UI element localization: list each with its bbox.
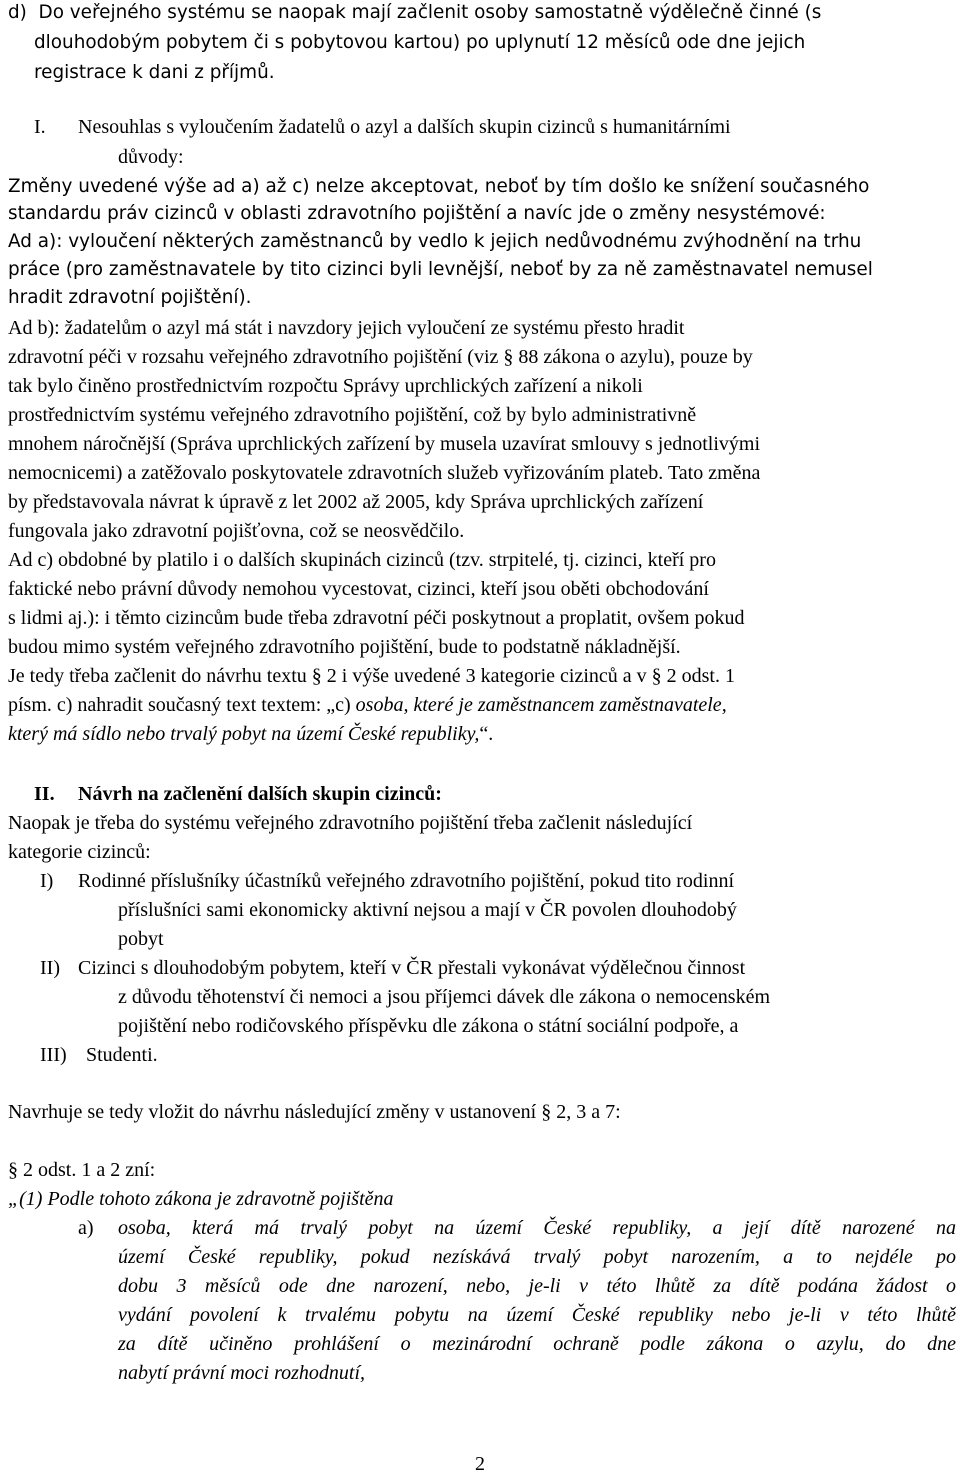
amendment-item-a-label: a) [78,1217,94,1239]
list-item-number: III) [40,1044,67,1066]
list-item-number: I) [40,870,54,892]
section-1-final-line-plain: “. [479,723,494,745]
section-1-body-line: standardu práv cizinců v oblasti zdravotního pojištění a navíc jde o změny nesystémové: [8,203,826,224]
section-2-intro-line: Naopak je třeba do systému veřejného zdravotního pojištění třeba začlenit následující [8,812,693,834]
section-1-body-line: Ad b): žadatelům o azyl má stát i navzdory jejich vyloučení ze systému přesto hradit [8,317,685,339]
section-1-body-line: s lidmi aj.): i těmto cizincům bude třeba zdravotní péči poskytnout a proplatit, ovšem pokud [8,607,745,629]
list-item-number: II) [40,957,60,979]
section-1-final-line-italic: který má sídlo nebo trvalý pobyt na území České republiky, [8,723,480,745]
section-1-heading-line-1: Nesouhlas s vyloučením žadatelů o azyl a dalších skupin cizinců s humanitárními [78,116,731,138]
amendment-item-a-line: nabytí právní moci rozhodnutí, [118,1362,366,1384]
amendment-quote-line: „(1) Podle tohoto zákona je zdravotně pojištěna [8,1188,394,1210]
section-1-body-line: Ad a): vyloučení některých zaměstnanců by vedlo k jejich nedůvodnému zvýhodnění na trhu [8,231,862,252]
section-1-body-line: budou mimo systém veřejného zdravotního pojištění, bude to podstatně nákladnější. [8,636,681,658]
section-1-last-line-italic: osoba, které je zaměstnancem zaměstnavatele, [355,694,727,716]
section-1-last-line [8,693,727,717]
list-item-line: Cizinci s dlouhodobým pobytem, kteří v ČR přestali vykonávat výdělečnou činnost [78,957,746,979]
list-item-line: z důvodu těhotenství či nemoci a jsou příjemci dávek dle zákona o nemocenském [118,986,771,1008]
section-1-body-line: Změny uvedené výše ad a) až c) nelze akceptovat, neboť by tím došlo ke snížení současného [8,176,870,197]
proposal-line: Navrhuje se tedy vložit do návrhu následující změny v ustanovení § 2, 3 a 7: [8,1101,621,1123]
list-item-line: pobyt [118,928,164,950]
section-1-body-line: nemocnicemi) a zatěžovalo poskytovatele zdravotních služeb vyřizováním plateb. Tato změna [8,462,761,484]
section-1-body-line: faktické nebo právní důvody nemohou vycestovat, cizinci, kteří jsou oběti obchodování [8,578,709,600]
section-1-final-line [8,722,493,746]
page-number: 2 [475,1453,485,1475]
item-d-line-1: d) Do veřejného systému se naopak mají začlenit osoby samostatně výdělečně činné (s [8,2,822,23]
amendment-item-a-line: za dítě učiněno prohlášení o mezinárodní ochraně podle zákona o azylu, do dne [118,1333,956,1355]
section-1-body-line: práce (pro zaměstnavatele by tito cizinci byli levnější, neboť by za ně zaměstnavatel nemusel [8,259,873,280]
section-2-intro-line: kategorie cizinců: [8,841,151,863]
section-1-body-line: hradit zdravotní pojištění). [8,287,252,308]
item-d-line-2: dlouhodobým pobytem či s pobytovou kartou) po uplynutí 12 měsíců ode dne jejich [34,32,806,53]
section-1-body-line: by představovala návrat k úpravě z let 2002 až 2005, kdy Správa uprchlických zařízení [8,491,704,513]
amendment-heading: § 2 odst. 1 a 2 zní: [8,1159,156,1181]
section-1-body-line: Ad c) obdobné by platilo i o dalších skupinách cizinců (tzv. strpitelé, tj. cizinci, kteří pro [8,549,716,571]
amendment-item-a-line: vydání povolení k trvalému pobytu na území České republiky nebo je-li v této lhůtě [118,1304,956,1326]
section-2-number: II. [34,783,55,805]
list-item-line: Studenti. [86,1044,158,1066]
amendment-item-a-line: dobu 3 měsíců ode dne narození, nebo, je-li v této lhůtě za dítě podána žádost o [118,1275,956,1297]
list-item-line: Rodinné příslušníky účastníků veřejného zdravotního pojištění, pokud tito rodinní [78,870,735,892]
section-1-body-line: tak bylo činěno prostřednictvím rozpočtu Správy uprchlických zařízení a nikoli [8,375,643,397]
section-1-body-line: zdravotní péči v rozsahu veřejného zdravotního pojištění (viz § 88 zákona o azylu), pouze by [8,346,753,368]
section-1-body-line: prostřednictvím systému veřejného zdravotního pojištění, což by bylo administrativně [8,404,697,426]
list-item-line: pojištění nebo rodičovského příspěvku dle zákona o státní sociální podpoře, a [118,1015,739,1037]
section-1-heading-line-2: důvody: [118,146,184,168]
amendment-item-a-line: osoba, která má trvalý pobyt na území České republiky, a její dítě narozené na [118,1217,956,1239]
section-1-body-line: fungovala jako zdravotní pojišťovna, což se neosvědčilo. [8,520,465,542]
section-1-last-line-plain: písm. c) nahradit současný text textem: „c) [8,694,356,716]
list-item-line: příslušníci sami ekonomicky aktivní nejsou a mají v ČR povolen dlouhodobý [118,899,737,921]
section-2-heading: Návrh na začlenění dalších skupin cizinců: [78,783,442,805]
item-d-line-3: registrace k dani z příjmů. [34,62,275,83]
amendment-item-a-line: území České republiky, pokud nezískává trvalý pobyt narozením, a to nejdéle po [118,1246,956,1268]
section-1-body-line: mnohem náročnější (Správa uprchlických zařízení by musela uzavírat smlouvy s jednotlivými [8,433,761,455]
section-1-number: I. [34,116,46,138]
section-1-body-line: Je tedy třeba začlenit do návrhu textu § 2 i výše uvedené 3 kategorie cizinců a v § 2 odst. 1 [8,665,735,687]
